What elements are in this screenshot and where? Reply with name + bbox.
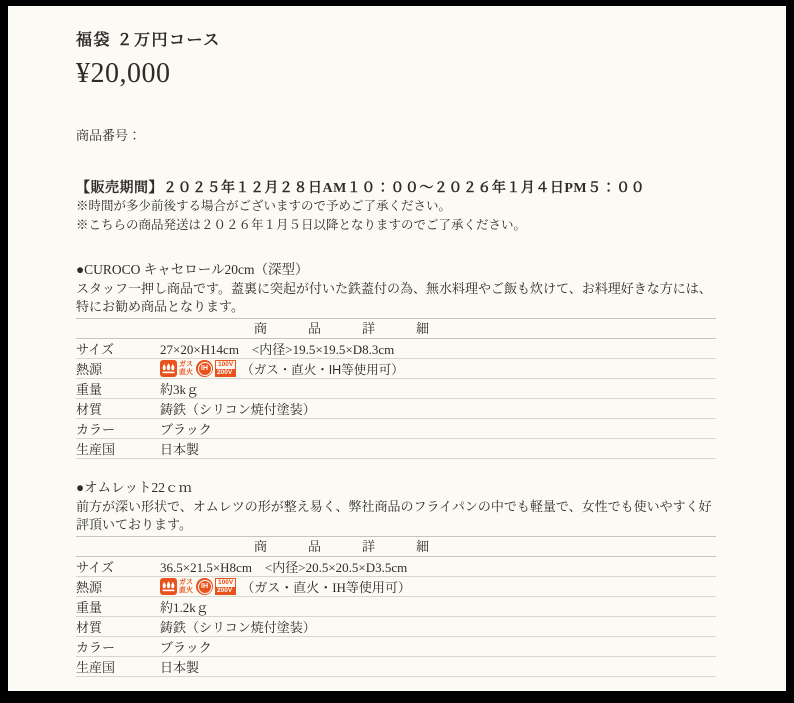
spec-label: カラー: [76, 422, 116, 437]
item-number-label: 商品番号：: [76, 128, 142, 143]
spec-value: 日本製: [160, 660, 200, 675]
spec-label: 材質: [76, 620, 103, 635]
product-description: 前方が深い形状で、オムレツの形が整え易く、弊社商品のフライパンの中でも軽量で、女性でも使いやすく好評頂いております。: [76, 499, 712, 532]
spec-row: [76, 419, 716, 439]
spec-row: [76, 557, 716, 577]
spec-value: 鋳鉄（シリコン焼付塗装）: [160, 402, 316, 417]
voltage-100v-label: 100V: [215, 360, 236, 369]
spec-label: 熱源: [76, 580, 103, 595]
gas-flame-label: ガス 直火: [179, 579, 193, 594]
sale-note: ※時間が多少前後する場合がございますので予めご了承ください。: [76, 199, 452, 213]
product-name: ●CUROCO キャセロール20cm（深型）: [76, 262, 309, 277]
spec-table-header: 商 品 詳 細: [76, 319, 716, 339]
spec-label: 材質: [76, 402, 103, 417]
gas-flame-icon: [160, 578, 177, 595]
ih-icon: IH: [196, 360, 213, 377]
spec-row: [76, 399, 716, 419]
product-description: スタッフ一押し商品です。蓋裏に突起が付いた鉄蓋付の為、無水料理やご飯も炊けて、お料理好きな方には、特にお勧め商品となります。: [76, 281, 712, 314]
spec-table: [76, 536, 716, 677]
heat-source-cell: [160, 577, 716, 596]
spec-label: サイズ: [76, 342, 114, 357]
page-title: 福袋 ２万円コース: [76, 32, 221, 49]
gas-flame-icon: [160, 360, 177, 377]
gas-flame-label: ガス 直火: [179, 361, 193, 376]
spec-row: [76, 637, 716, 657]
spec-label: 生産国: [76, 442, 116, 457]
spec-row: [76, 339, 716, 359]
spec-value: ブラック: [160, 422, 212, 437]
spec-value: 鋳鉄（シリコン焼付塗装）: [160, 620, 316, 635]
spec-value: 36.5×21.5×H8cm <内径>20.5×20.5×D3.5cm: [160, 560, 408, 575]
spec-table-header: 商 品 詳 細: [76, 537, 716, 557]
heat-usage-note: （ガス・直火・IH等使用可）: [241, 362, 404, 377]
spec-label: 重量: [76, 600, 103, 615]
spec-row: [76, 657, 716, 677]
sale-note: ※こちらの商品発送は２０２６年１月５日以降となりますのでご了承ください。: [76, 217, 527, 232]
voltage-200v-label: 200V: [215, 587, 236, 595]
sale-period-heading: 【販売期間】２０２５年１２月２８日AM１０：００～２０２６年１月４日PM５：００: [76, 181, 646, 196]
product-section: [76, 261, 716, 459]
spec-label: カラー: [76, 640, 116, 655]
page-frame: [8, 6, 786, 691]
spec-row: [76, 379, 716, 399]
heat-usage-note: （ガス・直火・IH等使用可）: [241, 580, 411, 595]
spec-value: 約1.2kｇ: [160, 600, 209, 615]
spec-row: [76, 439, 716, 459]
voltage-badge: [215, 360, 236, 377]
spec-label: 熱源: [76, 362, 103, 377]
product-name: ●オムレット22ｃｍ: [76, 480, 193, 495]
voltage-200v-label: 200V: [215, 369, 236, 377]
spec-row: [76, 577, 716, 597]
product-page: [8, 6, 716, 703]
product-section: [76, 479, 716, 677]
spec-label: 重量: [76, 382, 103, 397]
spec-value: 27×20×H14cm <内径>19.5×19.5×D8.3cm: [160, 342, 395, 357]
spec-row: [76, 359, 716, 379]
spec-label: サイズ: [76, 560, 114, 575]
ih-icon: IH: [196, 578, 213, 595]
spec-table: [76, 318, 716, 459]
spec-value: 日本製: [160, 442, 200, 457]
spec-value: ブラック: [160, 640, 212, 655]
spec-row: [76, 597, 716, 617]
voltage-100v-label: 100V: [215, 578, 236, 587]
product-price: ¥20,000: [76, 58, 171, 89]
spec-label: 生産国: [76, 660, 116, 675]
spec-row: [76, 617, 716, 637]
voltage-badge: [215, 578, 236, 595]
heat-source-cell: [160, 360, 716, 378]
spec-value: 約3kｇ: [160, 382, 200, 397]
